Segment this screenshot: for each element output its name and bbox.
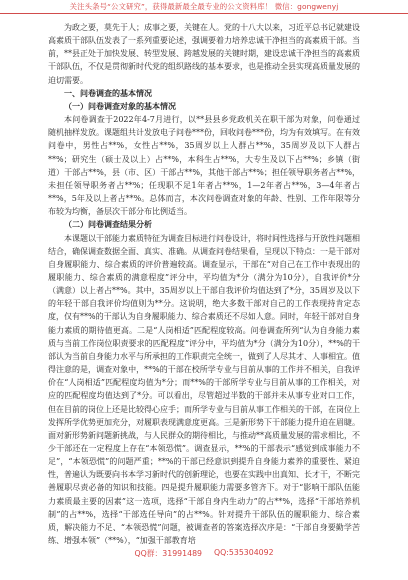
subsection-2-heading: （二）问卷调查结果分析	[64, 220, 152, 230]
section-1-heading: 一、问卷调查的基本情况	[64, 88, 152, 98]
survey-basic-paragraph: 本问卷调查于2022年4-7月进行，以**县县乡党政机关在职干部为对象，问卷通过随机抽样发放。课题组共计发放电子问卷***份，回收问卷***份，均为有效填写。在有效问卷中，男性占**%，女性占**%，35周岁以上人群占**%，35周岁及以下人群占**%；研究生（硕士及以上）占**%，本科生占**%，大专生及以下占**%；乡镇（街道）干部占**%，县（市、区）干部占**%，其他干部占**%；担任领导职务者占**%，未担任领导职务者占**%；任现职不足1年者占**%，1—2年者占**%，3—4年者占**%，5年及以上者占**%。总体而言，本次问卷调查对象的年龄、性别、工作年限等分布较为均衡，备层次干部分布比例适当。	[48, 115, 360, 217]
analysis-paragraph: 本课题以干部能力素质特征为调查目标进行问卷设计，将时间性选择与开放性问题相结合，确保调查数据全面、真实、准确。从调查问卷结果看，呈现以下特点：一是干部对自身履职能力、综合素质的评价普遍较高。调查显示，干部在“对自己在工作中表现出的履职能力、综合素质的满意程度”评分中，平均值为*分（满分为10分），自我评价*分（满意）以上者占**%。其中，35周岁以上干部自我评价均值达到了*分，35周岁及以下的年轻干部自我评价均值则为**分。这说明，绝大多数干部对自己的工作表现持肯定态度，仅有**%的干部认为自身履职能力、综合素质还不尽如人意。同时，年轻干部对自身能力素质的期待值更高。二是“人岗相适”匹配程度较高。问卷调查所列“认为自身能力素质与当前工作岗位职责要求的匹配程度”评分中，平均值为*分（满分为10分），**%的干部认为当前自身能力水平与所承担的工作职责完全统一，做到了人尽其才、人事相宜。值得注意的是，调查对象中，**%的干部在校所学专业与目前从事的工作并不相关，自我评价在“人岗相适”匹配程度均值为*分；而**%的干部所学专业与目前从事的工作相关，对应的匹配程度均值达到了*分。可以看出，尽管超过半数的干部并未从事专业对口工作，但在目前的岗位上还是比较得心应手；而所学专业与目前从事工作相关的干部，在岗位上发挥所学优势更加充分，对履职表现满意度更高。三是新形势下干部能力提升迫在眉睫。面对新形势新问题新挑战，与人民群众的期待相比，与推动**高质量发展的需求相比，不少干部还在一定程度上存在“本领恐慌”。调查显示，**%的干部表示“感觉到成事能力不足”，“本领恐慌”的问题严重；**%的干部已经意识到提升自身能力素养的重要性、紧迫性，普遍认为既要向书本学习新时代的创新理论，也要在实践中出真知、长才干，不断完善履职尽责必备的知识和技能。四是提升履职能力需要多管齐下。对于“影响干部队伍能力素质最主要的因素”这一选项，选择“干部自身内生动力”的占**%，选择“干部培养机制”的占**%，选择“干部选任导向”的占**%。针对提升干部队伍的履职能力、综合素质，解决能力不足、“本领恐慌”问题，被调查者的答案选择次序是：“干部自身要勤学苦练、增强本领”（**%），“加强干部教育培	[48, 233, 360, 546]
top-banner	[0, 0, 408, 14]
footer-contacts	[0, 548, 408, 559]
subsection-1-heading: （一）问卷调查对象的基本情况	[64, 101, 176, 111]
document-content	[48, 21, 360, 547]
qq-text: QQ:535304092	[214, 548, 274, 557]
intro-paragraph: 为政之要，莫先于人；成事之要，关键在人。党的十八大以来，习近平总书记就建设高素质干部队伍发表了一系列重要论述，强调要着力培养忠诚干净担当的高素质干部。当前，**县正处于加快发展、转型发展、跨越发展的关键时期，建设忠诚干净担当的高素质干部队伍，不仅是贯彻新时代党的组织路线的基本要求，也是推动全县实现高质量发展的迫切需要。	[48, 23, 360, 85]
banner-text: 关注头条号“公文研究”，获得最新最全最专业的公文资料库！ 微信：gongwenyj	[69, 2, 339, 11]
qq-group-text: QQ群：31991489	[134, 549, 202, 558]
